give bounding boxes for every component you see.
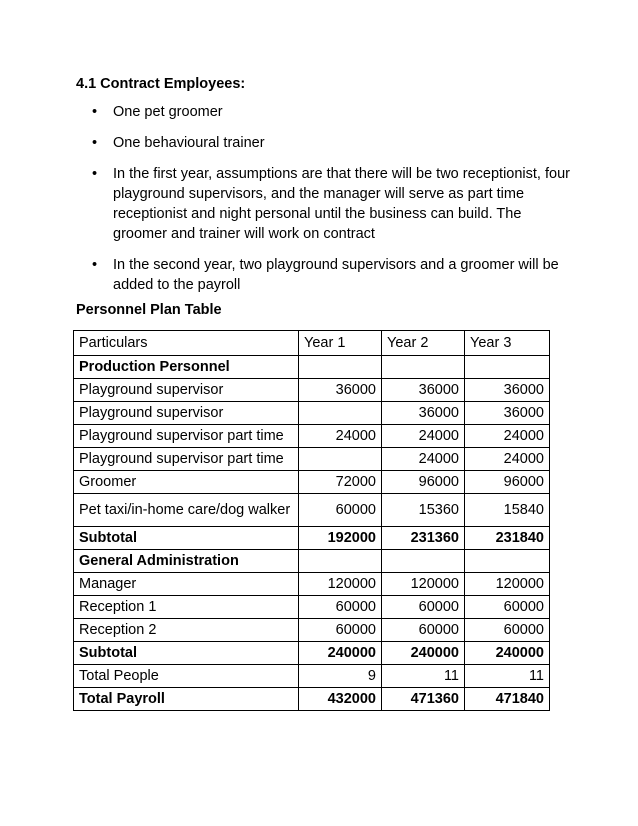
- bullet-text: One pet groomer: [113, 104, 223, 120]
- row-label: Playground supervisor part time: [74, 425, 299, 448]
- table-row-subtotal: [74, 527, 550, 550]
- cell-year-1: [299, 402, 382, 425]
- cell-year-3: 24000: [465, 425, 550, 448]
- cell-year-1: 60000: [299, 619, 382, 642]
- cell-year-1: 432000: [299, 688, 382, 711]
- cell-year-1: 36000: [299, 379, 382, 402]
- section-heading: 4.1 Contract Employees:: [76, 76, 246, 92]
- row-label: Pet taxi/in-home care/dog walker: [74, 494, 299, 527]
- cell-year-2: 24000: [382, 448, 465, 471]
- row-label: Playground supervisor part time: [74, 448, 299, 471]
- header-particulars: Particulars: [74, 331, 299, 356]
- bullet-item: [76, 102, 576, 122]
- cell-year-3: 24000: [465, 448, 550, 471]
- cell-year-3: 36000: [465, 402, 550, 425]
- cell-year-2: 36000: [382, 379, 465, 402]
- cell-year-2: 240000: [382, 642, 465, 665]
- table-header-row: [74, 331, 550, 356]
- row-label: Total People: [74, 665, 299, 688]
- cell-year-2: [382, 356, 465, 379]
- row-label: General Administration: [74, 550, 299, 573]
- bullet-text: In the second year, two playground supervisors and a groomer will be added to the payroll: [113, 257, 559, 293]
- cell-year-3: [465, 356, 550, 379]
- table-row: [74, 573, 550, 596]
- table-row: [74, 425, 550, 448]
- bullet-text: In the first year, assumptions are that there will be two receptionist, four playground supervisors, and the manager will serve as part time receptionist and night personal until the business can build. The groomer and trainer will work on contract: [113, 166, 570, 242]
- bullet-item: [76, 255, 576, 295]
- cell-year-3: 11: [465, 665, 550, 688]
- row-label: Reception 2: [74, 619, 299, 642]
- cell-year-2: 96000: [382, 471, 465, 494]
- row-label: Playground supervisor: [74, 402, 299, 425]
- cell-year-3: 240000: [465, 642, 550, 665]
- row-label: Playground supervisor: [74, 379, 299, 402]
- bullet-text: One behavioural trainer: [113, 135, 265, 151]
- table-row: [74, 619, 550, 642]
- row-label: Subtotal: [74, 527, 299, 550]
- cell-year-1: 60000: [299, 494, 382, 527]
- table-row-section: [74, 550, 550, 573]
- cell-year-2: 231360: [382, 527, 465, 550]
- row-label: Groomer: [74, 471, 299, 494]
- table-row: [74, 402, 550, 425]
- cell-year-1: 9: [299, 665, 382, 688]
- bullet-icon: •: [92, 257, 98, 273]
- cell-year-3: 60000: [465, 619, 550, 642]
- cell-year-2: 36000: [382, 402, 465, 425]
- header-year-2: Year 2: [382, 331, 465, 356]
- cell-year-2: 11: [382, 665, 465, 688]
- table-row: [74, 596, 550, 619]
- cell-year-2: 15360: [382, 494, 465, 527]
- cell-year-1: [299, 550, 382, 573]
- cell-year-3: 231840: [465, 527, 550, 550]
- cell-year-2: 24000: [382, 425, 465, 448]
- cell-year-2: 471360: [382, 688, 465, 711]
- table-row: [74, 379, 550, 402]
- personnel-plan-table: [73, 330, 550, 711]
- cell-year-3: [465, 550, 550, 573]
- row-label: Production Personnel: [74, 356, 299, 379]
- bullet-item: [76, 133, 576, 153]
- cell-year-2: 60000: [382, 596, 465, 619]
- cell-year-1: [299, 356, 382, 379]
- cell-year-2: [382, 550, 465, 573]
- row-label: Total Payroll: [74, 688, 299, 711]
- bullet-icon: •: [92, 104, 98, 120]
- table-row-total-payroll: [74, 688, 550, 711]
- cell-year-3: 36000: [465, 379, 550, 402]
- table-row: [74, 448, 550, 471]
- cell-year-1: 24000: [299, 425, 382, 448]
- cell-year-3: 15840: [465, 494, 550, 527]
- table-row-section: [74, 356, 550, 379]
- bullet-item: [76, 164, 576, 244]
- cell-year-3: 96000: [465, 471, 550, 494]
- table-row-total-people: [74, 665, 550, 688]
- bullet-icon: •: [92, 135, 98, 151]
- table-title: Personnel Plan Table: [76, 302, 222, 318]
- cell-year-2: 120000: [382, 573, 465, 596]
- cell-year-3: 120000: [465, 573, 550, 596]
- table-row: [74, 471, 550, 494]
- table-row-subtotal: [74, 642, 550, 665]
- cell-year-1: [299, 448, 382, 471]
- bullet-list: [76, 102, 576, 306]
- cell-year-1: 240000: [299, 642, 382, 665]
- cell-year-3: 471840: [465, 688, 550, 711]
- cell-year-1: 60000: [299, 596, 382, 619]
- cell-year-1: 192000: [299, 527, 382, 550]
- row-label: Manager: [74, 573, 299, 596]
- row-label: Reception 1: [74, 596, 299, 619]
- cell-year-1: 120000: [299, 573, 382, 596]
- cell-year-2: 60000: [382, 619, 465, 642]
- row-label: Subtotal: [74, 642, 299, 665]
- cell-year-1: 72000: [299, 471, 382, 494]
- bullet-icon: •: [92, 166, 98, 182]
- header-year-1: Year 1: [299, 331, 382, 356]
- cell-year-3: 60000: [465, 596, 550, 619]
- header-year-3: Year 3: [465, 331, 550, 356]
- table-row: [74, 494, 550, 527]
